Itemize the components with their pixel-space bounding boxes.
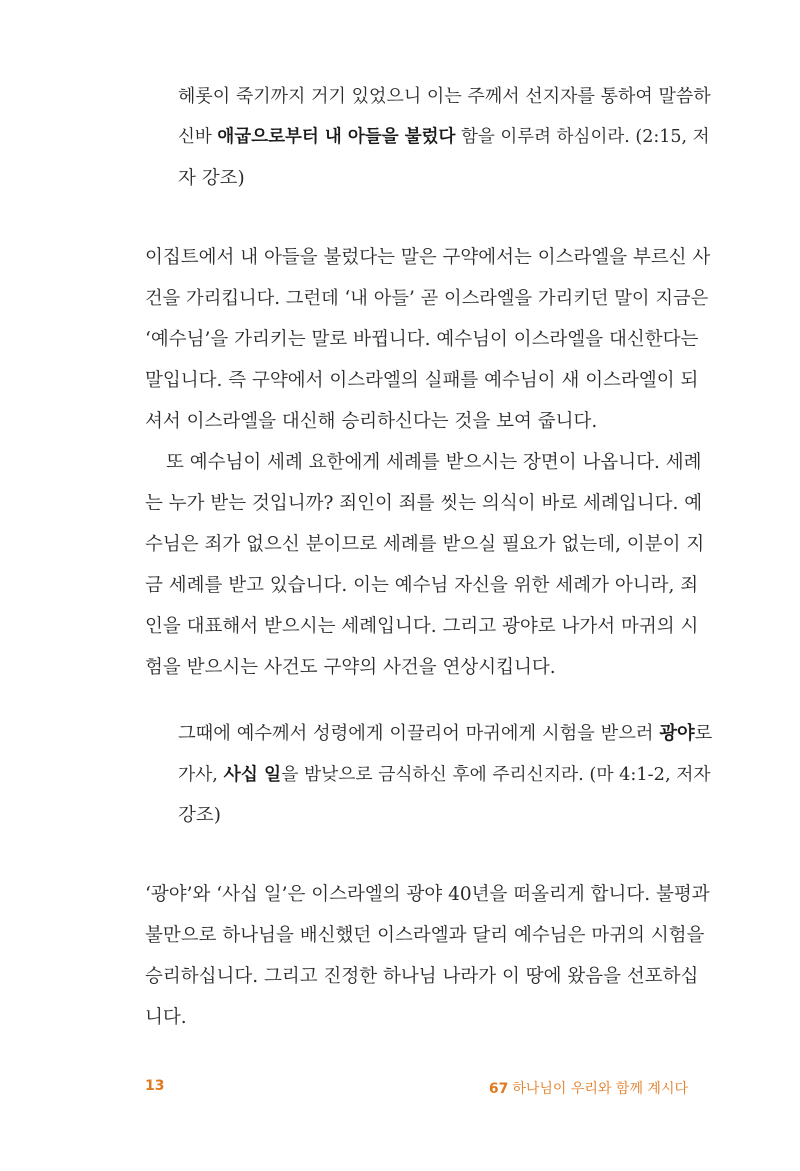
quote-emphasis: 광야 bbox=[659, 723, 695, 744]
quote-line bbox=[178, 766, 711, 785]
quote-text: 로 bbox=[694, 723, 713, 744]
body-line: 금 세례를 받고 있습니다. 이는 예수님 자신을 위한 세례가 아니라, 죄 bbox=[145, 575, 699, 596]
quote-text: 함을 이루려 하심이라. (2:15, 저 bbox=[455, 127, 710, 147]
body-line: 불만으로 하나님을 배신했던 이스라엘과 달리 예수님은 마귀의 시험을 bbox=[145, 925, 705, 946]
body-line: 험을 받으시는 사건도 구약의 사건을 연상시킵니다. bbox=[145, 657, 556, 678]
body-line: 건을 가리킵니다. 그런데 ‘내 아들’ 곧 이스라엘을 가리키던 말이 지금은 bbox=[145, 288, 709, 309]
body-line: 셔서 이스라엘을 대신해 승리하신다는 것을 보여 줍니다. bbox=[145, 411, 598, 432]
body-line: 인을 대표해서 받으시는 세례입니다. 그리고 광야로 나가서 마귀의 시 bbox=[145, 616, 699, 637]
body-line: ‘예수님’을 가리키는 말로 바뀝니다. 예수님이 이스라엘을 대신한다는 bbox=[145, 329, 699, 350]
quote-emphasis: 사십 일 bbox=[223, 764, 282, 785]
body-line: ‘광야’와 ‘사십 일’은 이스라엘의 광야 40년을 떠올리게 합니다. 불평과 bbox=[145, 884, 710, 905]
body-line: 수님은 죄가 없으신 분이므로 세례를 받으실 필요가 없는데, 이분이 지 bbox=[145, 534, 705, 555]
quote-emphasis: 애굽으로부터 내 아들을 불렀다 bbox=[217, 127, 456, 147]
page-number: 13 bbox=[145, 1078, 165, 1094]
body-line: 는 누가 받는 것입니까? 죄인이 죄를 씻는 의식이 바로 세례입니다. 예 bbox=[145, 493, 703, 514]
body-line: 또 예수님이 세례 요한에게 세례를 받으시는 장면이 나옵니다. 세례 bbox=[166, 452, 702, 473]
body-line: 이집트에서 내 아들을 불렀다는 말은 구약에서는 이스라엘을 부르신 사 bbox=[145, 247, 711, 268]
body-line: 니다. bbox=[145, 1007, 187, 1028]
quote-line bbox=[178, 129, 710, 147]
quote-line: 헤롯이 죽기까지 거기 있었으니 이는 주께서 선지자를 통하여 말씀하 bbox=[178, 86, 711, 107]
quote-text: 가사, bbox=[178, 765, 224, 785]
quote-line: 자 강조) bbox=[178, 168, 245, 189]
quote-line: 강조) bbox=[178, 805, 221, 826]
quote-text: 을 밤낮으로 금식하신 후에 주리신지라. (마 4:1-2, 저자 bbox=[281, 765, 711, 785]
quote-text: 그때에 예수께서 성령에게 이끌리어 마귀에게 시험을 받으러 bbox=[178, 723, 660, 744]
body-line: 말입니다. 즉 구약에서 이스라엘의 실패를 예수님이 새 이스라엘이 되 bbox=[145, 370, 699, 391]
quote-line bbox=[178, 725, 712, 743]
body-line: 승리하십니다. 그리고 진정한 하나님 나라가 이 땅에 왔음을 선포하십 bbox=[145, 966, 699, 987]
running-footer-title: 하나님이 우리와 함께 계시다 bbox=[512, 1081, 688, 1097]
quote-text: 신바 bbox=[178, 127, 218, 147]
running-footer-number: 67 bbox=[488, 1081, 509, 1097]
running-footer bbox=[489, 1078, 688, 1098]
